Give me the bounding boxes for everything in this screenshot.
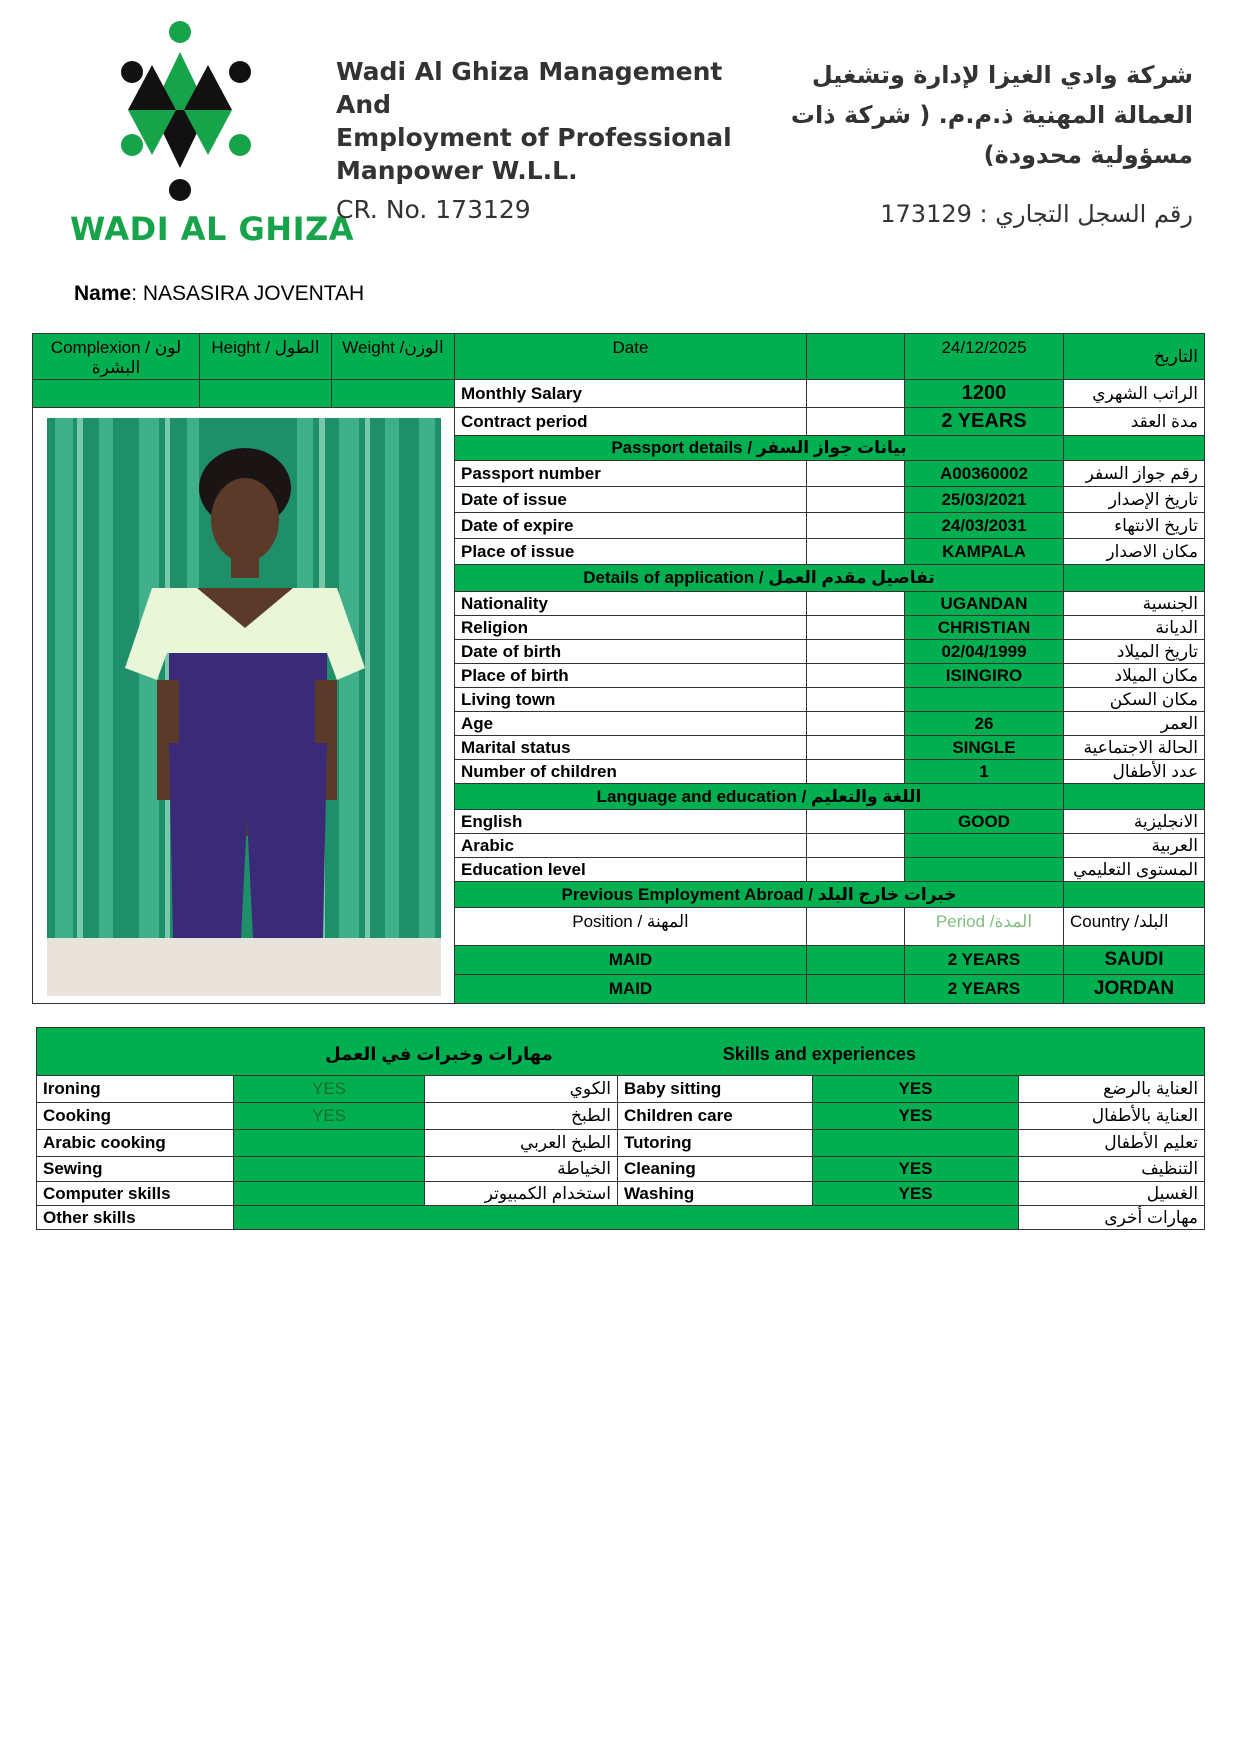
company-logo [70, 10, 354, 250]
employment-position: MAID [455, 946, 807, 975]
monthly-salary-label: Monthly Salary [455, 380, 807, 408]
age-value: 26 [905, 712, 1064, 736]
candidate-photo-cell [33, 408, 455, 1004]
name-label: Name [74, 282, 132, 305]
place-of-issue-label-arabic: مكان الاصدار [1064, 539, 1205, 565]
candidate-details-table [32, 333, 1205, 1004]
candidate-photo [47, 418, 441, 996]
skill-label-arabic: الغسيل [1019, 1182, 1205, 1206]
arabic-label: Arabic [455, 834, 807, 858]
date-of-issue-value: 25/03/2021 [905, 487, 1064, 513]
skill-value [234, 1130, 425, 1157]
complexion-header: Complexion / لون البشرة [33, 334, 200, 380]
employment-position: MAID [455, 975, 807, 1004]
weight-value [332, 380, 455, 408]
passport-number-label: Passport number [455, 461, 807, 487]
skill-label: Cleaning [618, 1157, 813, 1182]
date-label-arabic: التاريخ [1064, 334, 1205, 380]
employment-period: 2 YEARS [905, 975, 1064, 1004]
skill-label: Children care [618, 1103, 813, 1130]
height-value [200, 380, 332, 408]
date-of-birth-label-arabic: تاريخ الميلاد [1064, 640, 1205, 664]
name-value: : NASASIRA JOVENTAH [131, 282, 365, 305]
place-of-issue-value: KAMPALA [905, 539, 1064, 565]
skill-value: YES [813, 1157, 1019, 1182]
skill-value: YES [813, 1076, 1019, 1103]
skill-label-arabic: الخياطة [425, 1157, 618, 1182]
employment-position-header: Position / المهنة [455, 908, 807, 946]
skill-label-arabic: استخدام الكمبيوتر [425, 1182, 618, 1206]
company-cr-number-arabic: رقم السجل التجاري : 173129 [880, 200, 1193, 228]
employment-period-header: Period /المدة [905, 908, 1064, 946]
place-of-birth-label: Place of birth [455, 664, 807, 688]
living-town-label-arabic: مكان السكن [1064, 688, 1205, 712]
height-header: Height / الطول [200, 334, 332, 380]
religion-value: CHRISTIAN [905, 616, 1064, 640]
employment-section-header: Previous Employment Abroad / خبرات خارج البلد [455, 882, 1064, 908]
english-value: GOOD [905, 810, 1064, 834]
skill-label: Sewing [37, 1157, 234, 1182]
children-label: Number of children [455, 760, 807, 784]
religion-label-arabic: الديانة [1064, 616, 1205, 640]
place-of-birth-label-arabic: مكان الميلاد [1064, 664, 1205, 688]
nationality-label-arabic: الجنسية [1064, 592, 1205, 616]
marital-status-value: SINGLE [905, 736, 1064, 760]
skills-table [36, 1027, 1205, 1230]
skill-label: Arabic cooking [37, 1130, 234, 1157]
other-skills-label-arabic: مهارات أخرى [1019, 1206, 1205, 1230]
employment-country-header: Country /البلد [1064, 908, 1205, 946]
place-of-issue-label: Place of issue [455, 539, 807, 565]
passport-section-header: Passport details / بيانات جواز السفر [455, 436, 1064, 461]
arabic-label-arabic: العربية [1064, 834, 1205, 858]
skill-value: YES [813, 1103, 1019, 1130]
company-name-arabic: شركة وادي الغيزا لإدارة وتشغيل العمالة المهنية ذ.م.م. ( شركة ذات مسؤولية محدودة) [790, 61, 1193, 169]
skills-title-english: Skills and experiences [722, 1044, 916, 1064]
logo-emblem-icon [70, 10, 330, 210]
skill-label-arabic: تعليم الأطفال [1019, 1130, 1205, 1157]
other-skills-label: Other skills [37, 1206, 234, 1230]
education-value [905, 858, 1064, 882]
marital-status-label: Marital status [455, 736, 807, 760]
skill-label-arabic: العناية بالأطفال [1019, 1103, 1205, 1130]
contract-period-label-arabic: مدة العقد [1064, 408, 1205, 436]
skill-label: Baby sitting [618, 1076, 813, 1103]
monthly-salary-label-arabic: الراتب الشهري [1064, 380, 1205, 408]
skill-value [234, 1182, 425, 1206]
marital-status-label-arabic: الحالة الاجتماعية [1064, 736, 1205, 760]
age-label: Age [455, 712, 807, 736]
skill-value: YES [234, 1076, 425, 1103]
education-label-arabic: المستوى التعليمي [1064, 858, 1205, 882]
company-name-english: Wadi Al Ghiza Management And Employment of Professional Manpower W.L.L. [336, 57, 732, 185]
complexion-value [33, 380, 200, 408]
passport-number-value: A00360002 [905, 461, 1064, 487]
application-section-header: Details of application / تفاصيل مقدم العمل [455, 565, 1064, 592]
logo-wordmark: WADI AL GHIZA [70, 210, 354, 248]
skills-header [37, 1028, 1205, 1076]
education-label: Education level [455, 858, 807, 882]
date-of-expire-label: Date of expire [455, 513, 807, 539]
skill-label: Cooking [37, 1103, 234, 1130]
contract-period-label: Contract period [455, 408, 807, 436]
skill-label: Washing [618, 1182, 813, 1206]
nationality-value: UGANDAN [905, 592, 1064, 616]
skill-value [813, 1130, 1019, 1157]
date-label: Date [455, 334, 807, 380]
religion-label: Religion [455, 616, 807, 640]
skill-label-arabic: الطبخ العربي [425, 1130, 618, 1157]
date-of-birth-value: 02/04/1999 [905, 640, 1064, 664]
arabic-value [905, 834, 1064, 858]
children-label-arabic: عدد الأطفال [1064, 760, 1205, 784]
skill-label: Tutoring [618, 1130, 813, 1157]
skill-value: YES [813, 1182, 1019, 1206]
skill-value: YES [234, 1103, 425, 1130]
candidate-name [74, 282, 364, 306]
english-label: English [455, 810, 807, 834]
children-value: 1 [905, 760, 1064, 784]
company-cr-number: CR. No. 173129 [336, 195, 531, 224]
skill-label: Computer skills [37, 1182, 234, 1206]
skill-label-arabic: التنظيف [1019, 1157, 1205, 1182]
skill-value [234, 1157, 425, 1182]
place-of-birth-value: ISINGIRO [905, 664, 1064, 688]
date-of-issue-label: Date of issue [455, 487, 807, 513]
passport-number-label-arabic: رقم جواز السفر [1064, 461, 1205, 487]
employment-country: JORDAN [1064, 975, 1205, 1004]
contract-period-value: 2 YEARS [905, 408, 1064, 436]
living-town-value [905, 688, 1064, 712]
date-of-birth-label: Date of birth [455, 640, 807, 664]
date-of-expire-label-arabic: تاريخ الانتهاء [1064, 513, 1205, 539]
date-value: 24/12/2025 [905, 334, 1064, 380]
skill-label: Ironing [37, 1076, 234, 1103]
skill-label-arabic: الطبخ [425, 1103, 618, 1130]
weight-header: Weight /الوزن [332, 334, 455, 380]
age-label-arabic: العمر [1064, 712, 1205, 736]
skill-label-arabic: الكوي [425, 1076, 618, 1103]
employment-period: 2 YEARS [905, 946, 1064, 975]
nationality-label: Nationality [455, 592, 807, 616]
english-label-arabic: الانجليزية [1064, 810, 1205, 834]
date-of-issue-label-arabic: تاريخ الإصدار [1064, 487, 1205, 513]
skills-title-arabic: مهارات وخبرات في العمل [325, 1044, 553, 1064]
monthly-salary-value: 1200 [905, 380, 1064, 408]
skill-label-arabic: العناية بالرضع [1019, 1076, 1205, 1103]
other-skills-value [234, 1206, 1019, 1230]
language-section-header: Language and education / اللغة والتعليم [455, 784, 1064, 810]
living-town-label: Living town [455, 688, 807, 712]
date-of-expire-value: 24/03/2031 [905, 513, 1064, 539]
employment-country: SAUDI [1064, 946, 1205, 975]
